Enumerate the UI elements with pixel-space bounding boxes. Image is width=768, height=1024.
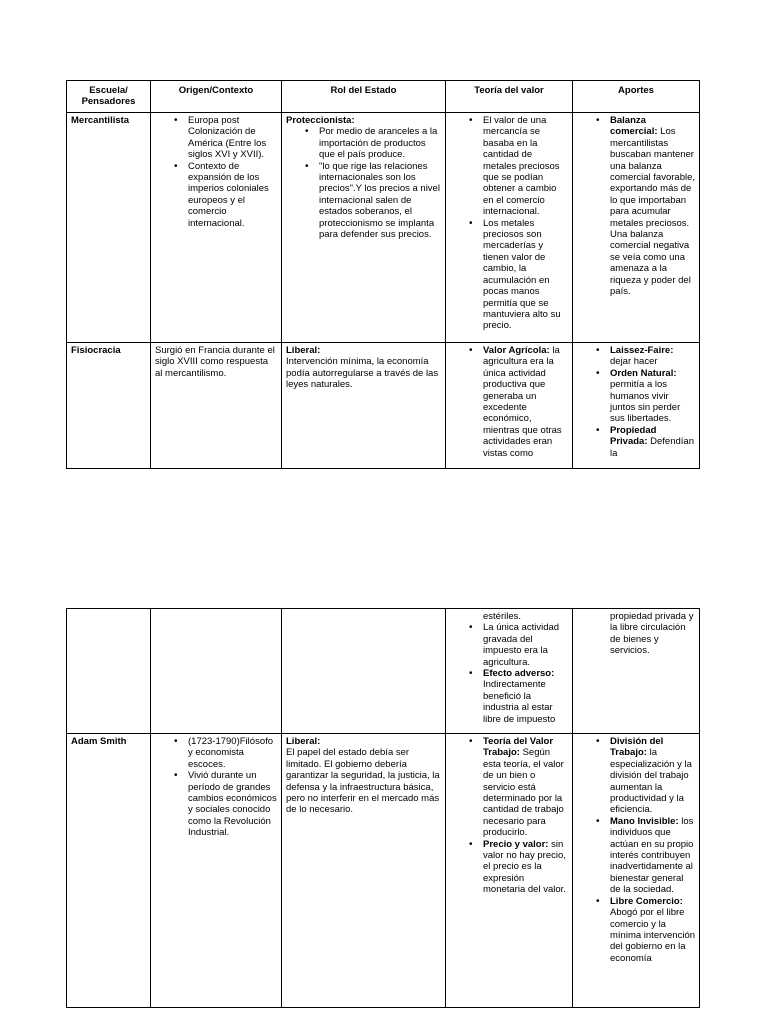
bullet-list: [577, 345, 695, 459]
bullet-list: [450, 345, 568, 459]
term: División del Trabajo:: [610, 736, 664, 759]
row-mercantilista: [67, 113, 700, 343]
row-adam-smith: [67, 734, 700, 1008]
rol-text: El papel del estado debía ser limitado. El gobierno debería garantizar la seguridad, la justicia, la defensa y la infraestructura básica, pero no interferir en el mercado más de lo necesario.: [286, 747, 440, 816]
term-text: la agricultura era la única actividad productiva que generaba un excedente económico, mientras que otras actividades eran vistas como: [483, 345, 562, 459]
term-text: la especialización y la división del trabajo aumentan la productividad y la eficiencia.: [610, 747, 692, 816]
term: Orden Natural:: [610, 367, 677, 379]
comparison-table-part-2: [66, 608, 700, 1008]
cell-origen: [151, 734, 282, 1008]
term-text: Indirectamente benefició la industria al estar libre de impuesto: [483, 679, 556, 725]
header-aportes: Aportes: [573, 81, 700, 113]
list-item: • "lo que rige las relaciones internacionales son los precios".Y los precios a nivel internacional salen de estados soberanos, el proteccionismo se implanta para defender sus precios.: [319, 161, 441, 241]
list-item: • Por medio de aranceles a la importación de productos que el país produce.: [319, 126, 441, 160]
list-item: [610, 115, 695, 298]
bullet-list: [577, 115, 695, 298]
list-item: [610, 736, 695, 816]
cell-aportes: [573, 343, 700, 469]
row-fisiocracia-continued: [67, 609, 700, 734]
cell-teoria-valor: [446, 113, 573, 343]
list-item: [610, 368, 695, 425]
term-text: sin valor no hay precio, el precio es la expresión monetaria del valor.: [483, 838, 566, 896]
term-text: permitía a los humanos vivir juntos sin perder sus libertades.: [610, 379, 681, 425]
term: Teoría del Valor Trabajo:: [483, 736, 554, 759]
list-item-continued: propiedad privada y la libre circulación de bienes y servicios.: [610, 611, 694, 657]
cell-origen: [151, 113, 282, 343]
cell-teoria-valor: [446, 343, 573, 469]
cell-rol-estado: [282, 343, 446, 469]
cell-aportes: [573, 734, 700, 1008]
school-name: Fisiocracia: [67, 343, 151, 469]
list-item: [610, 816, 695, 896]
list-item: [610, 345, 695, 368]
header-teoria-valor: Teoría del valor: [446, 81, 573, 113]
school-name: Mercantilista: [67, 113, 151, 343]
bullet-list: [155, 115, 277, 229]
cell-teoria-valor: [446, 734, 573, 1008]
list-item: • Europa post Colonización de América (Entre los siglos XVI y XVII).: [188, 115, 277, 161]
term-text: dejar hacer: [610, 356, 658, 368]
term-text: Los mercantilistas buscaban mantener una balanza comercial favorable, exportando más de lo que importaban para acumular metales preciosos. Una balanza comercial negativa se veía como una amenaza a la riqueza y poder del país.: [610, 126, 696, 298]
term: Efecto adverso:: [483, 668, 555, 680]
bullet-list: [577, 736, 695, 964]
header-origen: Origen/Contexto: [151, 81, 282, 113]
cell-empty: [151, 609, 282, 734]
term: Mano Invisible:: [610, 815, 679, 827]
term: Precio y valor:: [483, 838, 549, 850]
header-rol-estado: Rol del Estado: [282, 81, 446, 113]
term: Valor Agrícola:: [483, 345, 550, 356]
rol-title: Liberal:: [286, 736, 321, 747]
term: Libre Comercio:: [610, 895, 683, 907]
bullet-list: [450, 611, 568, 725]
rol-title: Liberal:: [286, 345, 321, 356]
rol-title: Proteccionista:: [286, 115, 355, 126]
term-text: Según esta teoría, el valor de un bien o servicio está determinado por la cantidad de trabajo necesario para producirlo.: [483, 747, 564, 839]
cell-rol-estado: [282, 113, 446, 343]
list-item: [610, 425, 695, 459]
cell-aportes: [573, 113, 700, 343]
bullet-list: [450, 115, 568, 332]
cell-teoria-valor: [446, 609, 573, 734]
cell-origen: Surgió en Francia durante el siglo XVIII como respuesta al mercantilismo.: [151, 343, 282, 469]
list-item: • La única actividad gravada del impuesto era la agricultura.: [483, 622, 568, 668]
list-item: [483, 345, 568, 459]
header-row: [67, 81, 700, 113]
bullet-list: [286, 126, 441, 240]
cell-empty: [67, 609, 151, 734]
list-item: • (1723-1790)Filósofo y economista escoces.: [188, 736, 277, 770]
bullet-list: [155, 736, 277, 839]
cell-empty: [282, 609, 446, 734]
list-item: [610, 896, 695, 964]
list-item: • El valor de una mercancía se basaba en la cantidad de metales preciosos que se podían obtener a cambio en el comercio internacional.: [483, 115, 568, 218]
term-text: Defendían la: [610, 436, 694, 459]
list-item: • Vivió durante un período de grandes cambios económicos y sociales conocido como la Revolución Industrial.: [188, 770, 277, 838]
list-item: [483, 839, 568, 896]
header-escuela: Escuela/ Pensadores: [67, 81, 151, 113]
term: Laissez-Faire:: [610, 345, 674, 356]
list-item: • Los metales preciosos son mercaderías y tienen valor de cambio, la acumulación en pocas manos permitía que se mantuviera alto su precio.: [483, 218, 568, 332]
list-item: [483, 668, 568, 725]
term-text: Abogó por el libre comercio y la mínima intervención del gobierno en la economía: [610, 907, 696, 964]
term-text: los individuos que actúan en su propio interés contribuyen inadvertidamente al bienestar general de la sociedad.: [610, 815, 694, 896]
comparison-table-part-1: [66, 80, 700, 469]
cell-rol-estado: [282, 734, 446, 1008]
school-name: Adam Smith: [67, 734, 151, 1008]
cell-aportes: [573, 609, 700, 734]
term: Propiedad Privada:: [610, 424, 657, 448]
rol-text: Intervención mínima, la economía podía autorregularse a través de las leyes naturales.: [286, 356, 439, 391]
bullet-list: [450, 736, 568, 896]
bullet-list: [577, 611, 695, 657]
list-item-continued: estériles.: [483, 611, 522, 622]
term: Balanza comercial:: [610, 115, 658, 138]
list-item: [483, 736, 568, 839]
list-item: • Contexto de expansión de los imperios coloniales europeos y el comercio internacional.: [188, 161, 277, 229]
row-fisiocracia: [67, 343, 700, 469]
